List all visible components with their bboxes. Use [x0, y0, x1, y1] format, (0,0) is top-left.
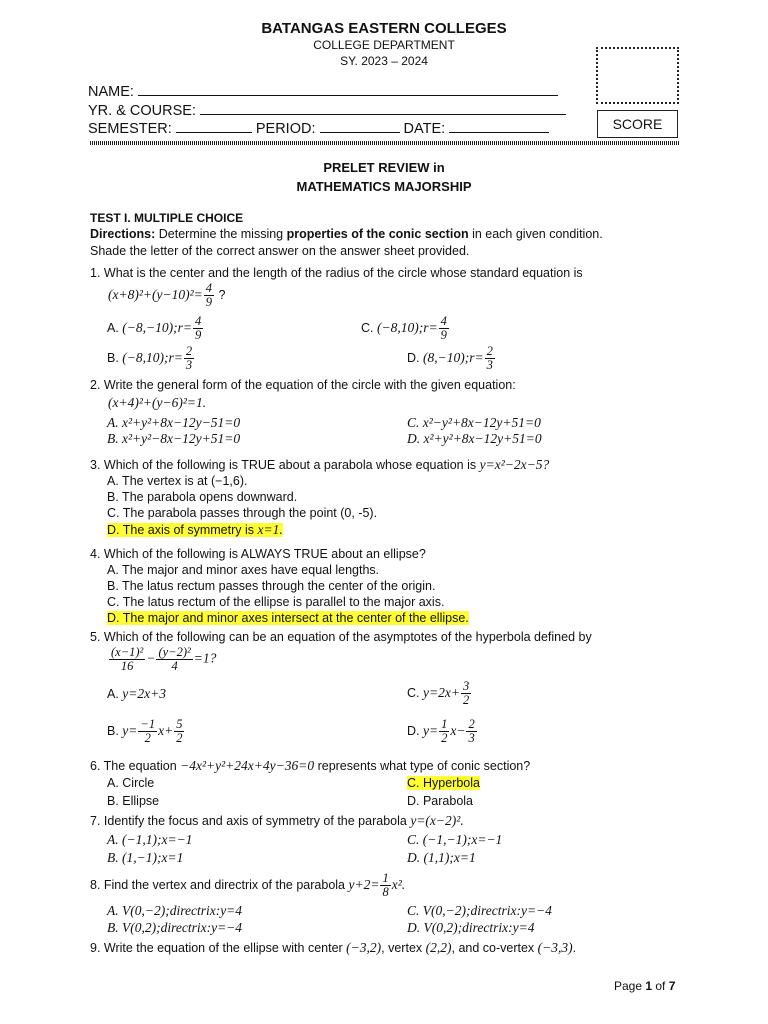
q4-text: 4. Which of the following is ALWAYS TRUE about an ellipse?	[90, 547, 426, 561]
q5-frac-1	[109, 646, 145, 673]
q2-option-a[interactable]: A. x²+y²+8x−12y−51=0	[107, 415, 241, 430]
q9-question	[90, 940, 576, 956]
q1-option-c[interactable]	[361, 315, 450, 342]
option-letter: D.	[407, 723, 420, 738]
semester-row	[88, 121, 549, 137]
directions	[90, 227, 603, 241]
q1-equation	[108, 282, 225, 309]
q5-equation	[108, 646, 216, 673]
q9-text-end: .	[572, 941, 577, 955]
q7-option-a[interactable]: A. (−1,1);x=−1	[107, 832, 193, 847]
name-line	[138, 85, 558, 96]
option-letter: A.	[107, 687, 119, 701]
q1-eq-lhs: (x+8)²+(y−10)²=	[108, 286, 203, 302]
q8-option-a[interactable]: A. V(0,−2);directrix:y=4	[107, 903, 243, 918]
q5-frac-2	[156, 646, 192, 673]
name-field	[88, 84, 558, 100]
q9-center: (−3,2)	[346, 940, 382, 955]
school-name: BATANGAS EASTERN COLLEGES	[261, 20, 507, 37]
q2-text: 2. Write the general form of the equation of the circle with the given equation:	[90, 378, 516, 392]
q5-option-c[interactable]	[407, 680, 472, 707]
semester-line	[176, 122, 252, 133]
yr-course-line	[200, 104, 566, 115]
q6-option-b[interactable]: B. Ellipse	[107, 794, 160, 808]
option-frac	[193, 315, 203, 342]
frac-den: 2	[176, 731, 183, 745]
q1-option-a[interactable]	[107, 315, 204, 342]
period-line	[320, 122, 400, 133]
q5-text: 5. Which of the following can be an equation of the asymptotes of the hyperbola defined by	[90, 630, 592, 644]
q6-option-c[interactable]	[407, 776, 480, 790]
option-frac-2	[466, 718, 476, 745]
frac-num: −1	[140, 717, 156, 731]
q4-option-d[interactable]	[107, 611, 469, 625]
semester-label: SEMESTER:	[88, 121, 172, 137]
q3-equation: y=x²−2x−5?	[479, 457, 550, 472]
q9-text-mid: , vertex	[381, 941, 426, 955]
option-eq-mid: x−	[450, 722, 466, 738]
frac-num: 3	[462, 679, 470, 693]
frac-num: 1	[441, 717, 448, 731]
q4-option-c[interactable]: C. The latus rectum of the ellipse is parallel to the major axis.	[107, 595, 445, 609]
q7-option-b[interactable]: B. (1,−1);x=1	[107, 850, 184, 865]
option-eq: y=	[122, 722, 138, 738]
frac-num: (y−2)²	[158, 645, 191, 659]
option-frac-1	[439, 718, 449, 745]
option-frac-1	[138, 718, 157, 745]
q2-option-b[interactable]: B. x²+y²−8x−12y+51=0	[107, 431, 241, 446]
option-frac	[184, 345, 194, 372]
directions-bold: properties of the conic section	[286, 227, 469, 241]
option-letter: D.	[407, 350, 420, 365]
q5-eq-end: =1?	[193, 650, 217, 666]
frac-num: 4	[195, 314, 202, 328]
q1-option-d[interactable]	[407, 345, 496, 372]
score-label: SCORE	[597, 110, 678, 138]
frac-num: (x−1)²	[111, 645, 144, 659]
q6-text-post: represents what type of conic section?	[314, 759, 531, 773]
q3-option-a[interactable]: A. The vertex is at (−1,6).	[107, 474, 248, 488]
directions-text-end: in each given condition.	[468, 227, 603, 241]
name-label: NAME:	[88, 84, 134, 100]
page-current: 1	[645, 979, 653, 993]
q1-eq-frac	[204, 282, 214, 309]
yr-course-field	[88, 103, 566, 119]
q8-option-c[interactable]: C. V(0,−2);directrix:y=−4	[407, 903, 552, 918]
header-divider	[90, 141, 680, 145]
q8-option-b[interactable]: B. V(0,2);directrix:y=−4	[107, 920, 243, 935]
option-frac-2	[174, 718, 184, 745]
option-letter: B.	[107, 723, 119, 738]
frac-den: 2	[441, 731, 448, 745]
frac-den: 4	[171, 659, 178, 673]
q7-question	[90, 813, 464, 829]
q7-equation: y=(x−2)².	[410, 813, 464, 828]
q3-question	[90, 457, 549, 473]
q4-option-a[interactable]: A. The major and minor axes have equal lengths.	[107, 563, 380, 577]
test-heading: TEST I. MULTIPLE CHOICE	[90, 211, 244, 225]
frac-den: 9	[440, 328, 447, 342]
option-letter: C.	[361, 320, 374, 335]
q9-vertex: (2,2)	[425, 940, 452, 955]
option-eq: y=2x+	[422, 684, 460, 700]
option-letter: A.	[107, 320, 119, 335]
directions-line2: Shade the letter of the correct answer on the answer sheet provided.	[90, 244, 470, 258]
q4-option-b[interactable]: B. The latus rectum passes through the center of the origin.	[107, 579, 436, 593]
q6-text-pre: 6. The equation	[90, 759, 181, 773]
q9-covertex: (−3,3)	[537, 940, 573, 955]
frac-num: 1	[382, 871, 389, 885]
q6-option-a[interactable]: A. Circle	[107, 776, 155, 790]
page-mid: of	[652, 979, 669, 993]
q8-eq-post: x².	[391, 876, 406, 892]
option-eq: y=2x+3	[122, 686, 167, 701]
frac-den: 9	[205, 295, 213, 309]
q1-text: 1. What is the center and the length of the radius of the circle whose standard equation is	[90, 266, 583, 280]
q6-highlighted-answer: C. Hyperbola	[407, 776, 480, 790]
q3-text: 3. Which of the following is TRUE about a parabola whose equation is	[90, 458, 477, 472]
page-number	[614, 979, 675, 993]
q3-d-eq: x=1.	[257, 522, 283, 537]
option-frac	[439, 315, 449, 342]
frac-num: 2	[486, 344, 493, 358]
option-letter: C.	[407, 685, 420, 700]
school-year: SY. 2023 – 2024	[340, 54, 428, 68]
q8-option-d[interactable]: D. V(0,2);directrix:y=4	[407, 920, 535, 935]
frac-den: 3	[486, 358, 493, 372]
q9-text-pre: 9. Write the equation of the ellipse with center	[90, 941, 347, 955]
option-eq-mid: x+	[158, 722, 174, 738]
q7-option-c[interactable]: C. (−1,−1);x=−1	[407, 832, 503, 847]
department: COLLEGE DEPARTMENT	[313, 38, 455, 52]
q8-text: 8. Find the vertex and directrix of the parabola	[90, 877, 346, 892]
frac-den: 16	[120, 659, 134, 673]
date-label: DATE:	[403, 121, 446, 137]
q1-option-b[interactable]	[107, 345, 195, 372]
yr-course-label: YR. & COURSE:	[88, 103, 196, 119]
period-label: PERIOD:	[255, 121, 316, 137]
frac-den: 3	[468, 731, 475, 745]
q3-option-c[interactable]: C. The parabola passes through the point (0, -5).	[107, 506, 378, 520]
q1-eq-end: ?	[215, 287, 226, 302]
option-frac	[485, 345, 495, 372]
title-line1: PRELET REVIEW in	[323, 160, 445, 175]
q8-question	[90, 872, 405, 899]
option-eq: (−8,10);r=	[122, 349, 183, 365]
directions-text: Determine the missing	[155, 227, 287, 241]
option-eq: (−8,10);r=	[376, 319, 438, 335]
frac-den: 8	[382, 885, 389, 899]
frac-num: 4	[440, 314, 447, 328]
frac-num: 4	[205, 281, 213, 295]
score-box	[596, 47, 679, 104]
page-total: 7	[668, 979, 676, 993]
q2-equation: (x+4)²+(y−6)²=1.	[108, 395, 207, 410]
frac-den: 3	[185, 358, 193, 372]
option-letter: B.	[107, 350, 119, 365]
q5-option-d[interactable]	[407, 718, 478, 745]
frac-den: 2	[462, 693, 470, 707]
q3-option-b[interactable]: B. The parabola opens downward.	[107, 490, 298, 504]
q7-text: 7. Identify the focus and axis of symmetry of the parabola	[90, 814, 407, 828]
frac-den: 2	[144, 731, 151, 745]
q7-option-d[interactable]: D. (1,1);x=1	[407, 850, 476, 865]
q5-option-b[interactable]	[107, 718, 185, 745]
q6-option-d[interactable]: D. Parabola	[407, 794, 474, 808]
q3-highlighted-answer	[107, 523, 283, 537]
frac-num: 2	[468, 717, 475, 731]
q6-equation: −4x²+y²+24x+4y−36=0	[180, 758, 315, 773]
option-eq: y=	[422, 722, 439, 738]
q9-text-mid2: , and co-vertex	[451, 941, 538, 955]
q3-d-text: D. The axis of symmetry is	[107, 523, 258, 537]
directions-label: Directions:	[90, 227, 156, 241]
q4-highlighted-answer: D. The major and minor axes intersect at the center of the ellipse.	[107, 611, 469, 625]
q8-eq-frac	[380, 872, 390, 899]
title-line2: MATHEMATICS MAJORSHIP	[296, 179, 472, 194]
option-eq: (−8,−10);r=	[122, 319, 192, 335]
date-line	[449, 122, 549, 133]
option-eq: (8,−10);r=	[422, 349, 484, 365]
page-pre: Page	[614, 979, 646, 993]
q8-eq-pre: y+2=	[348, 876, 380, 892]
frac-num: 5	[176, 717, 183, 731]
q6-question	[90, 758, 530, 774]
q2-option-c[interactable]: C. x²−y²+8x−12y+51=0	[407, 415, 541, 430]
q3-option-d[interactable]	[107, 522, 283, 538]
q5-minus: −	[146, 650, 156, 666]
q2-option-d[interactable]: D. x²+y²+8x−12y+51=0	[407, 431, 542, 446]
frac-num: 2	[185, 344, 193, 358]
q5-option-a[interactable]	[107, 686, 166, 702]
frac-den: 9	[195, 328, 202, 342]
option-frac	[461, 680, 471, 707]
